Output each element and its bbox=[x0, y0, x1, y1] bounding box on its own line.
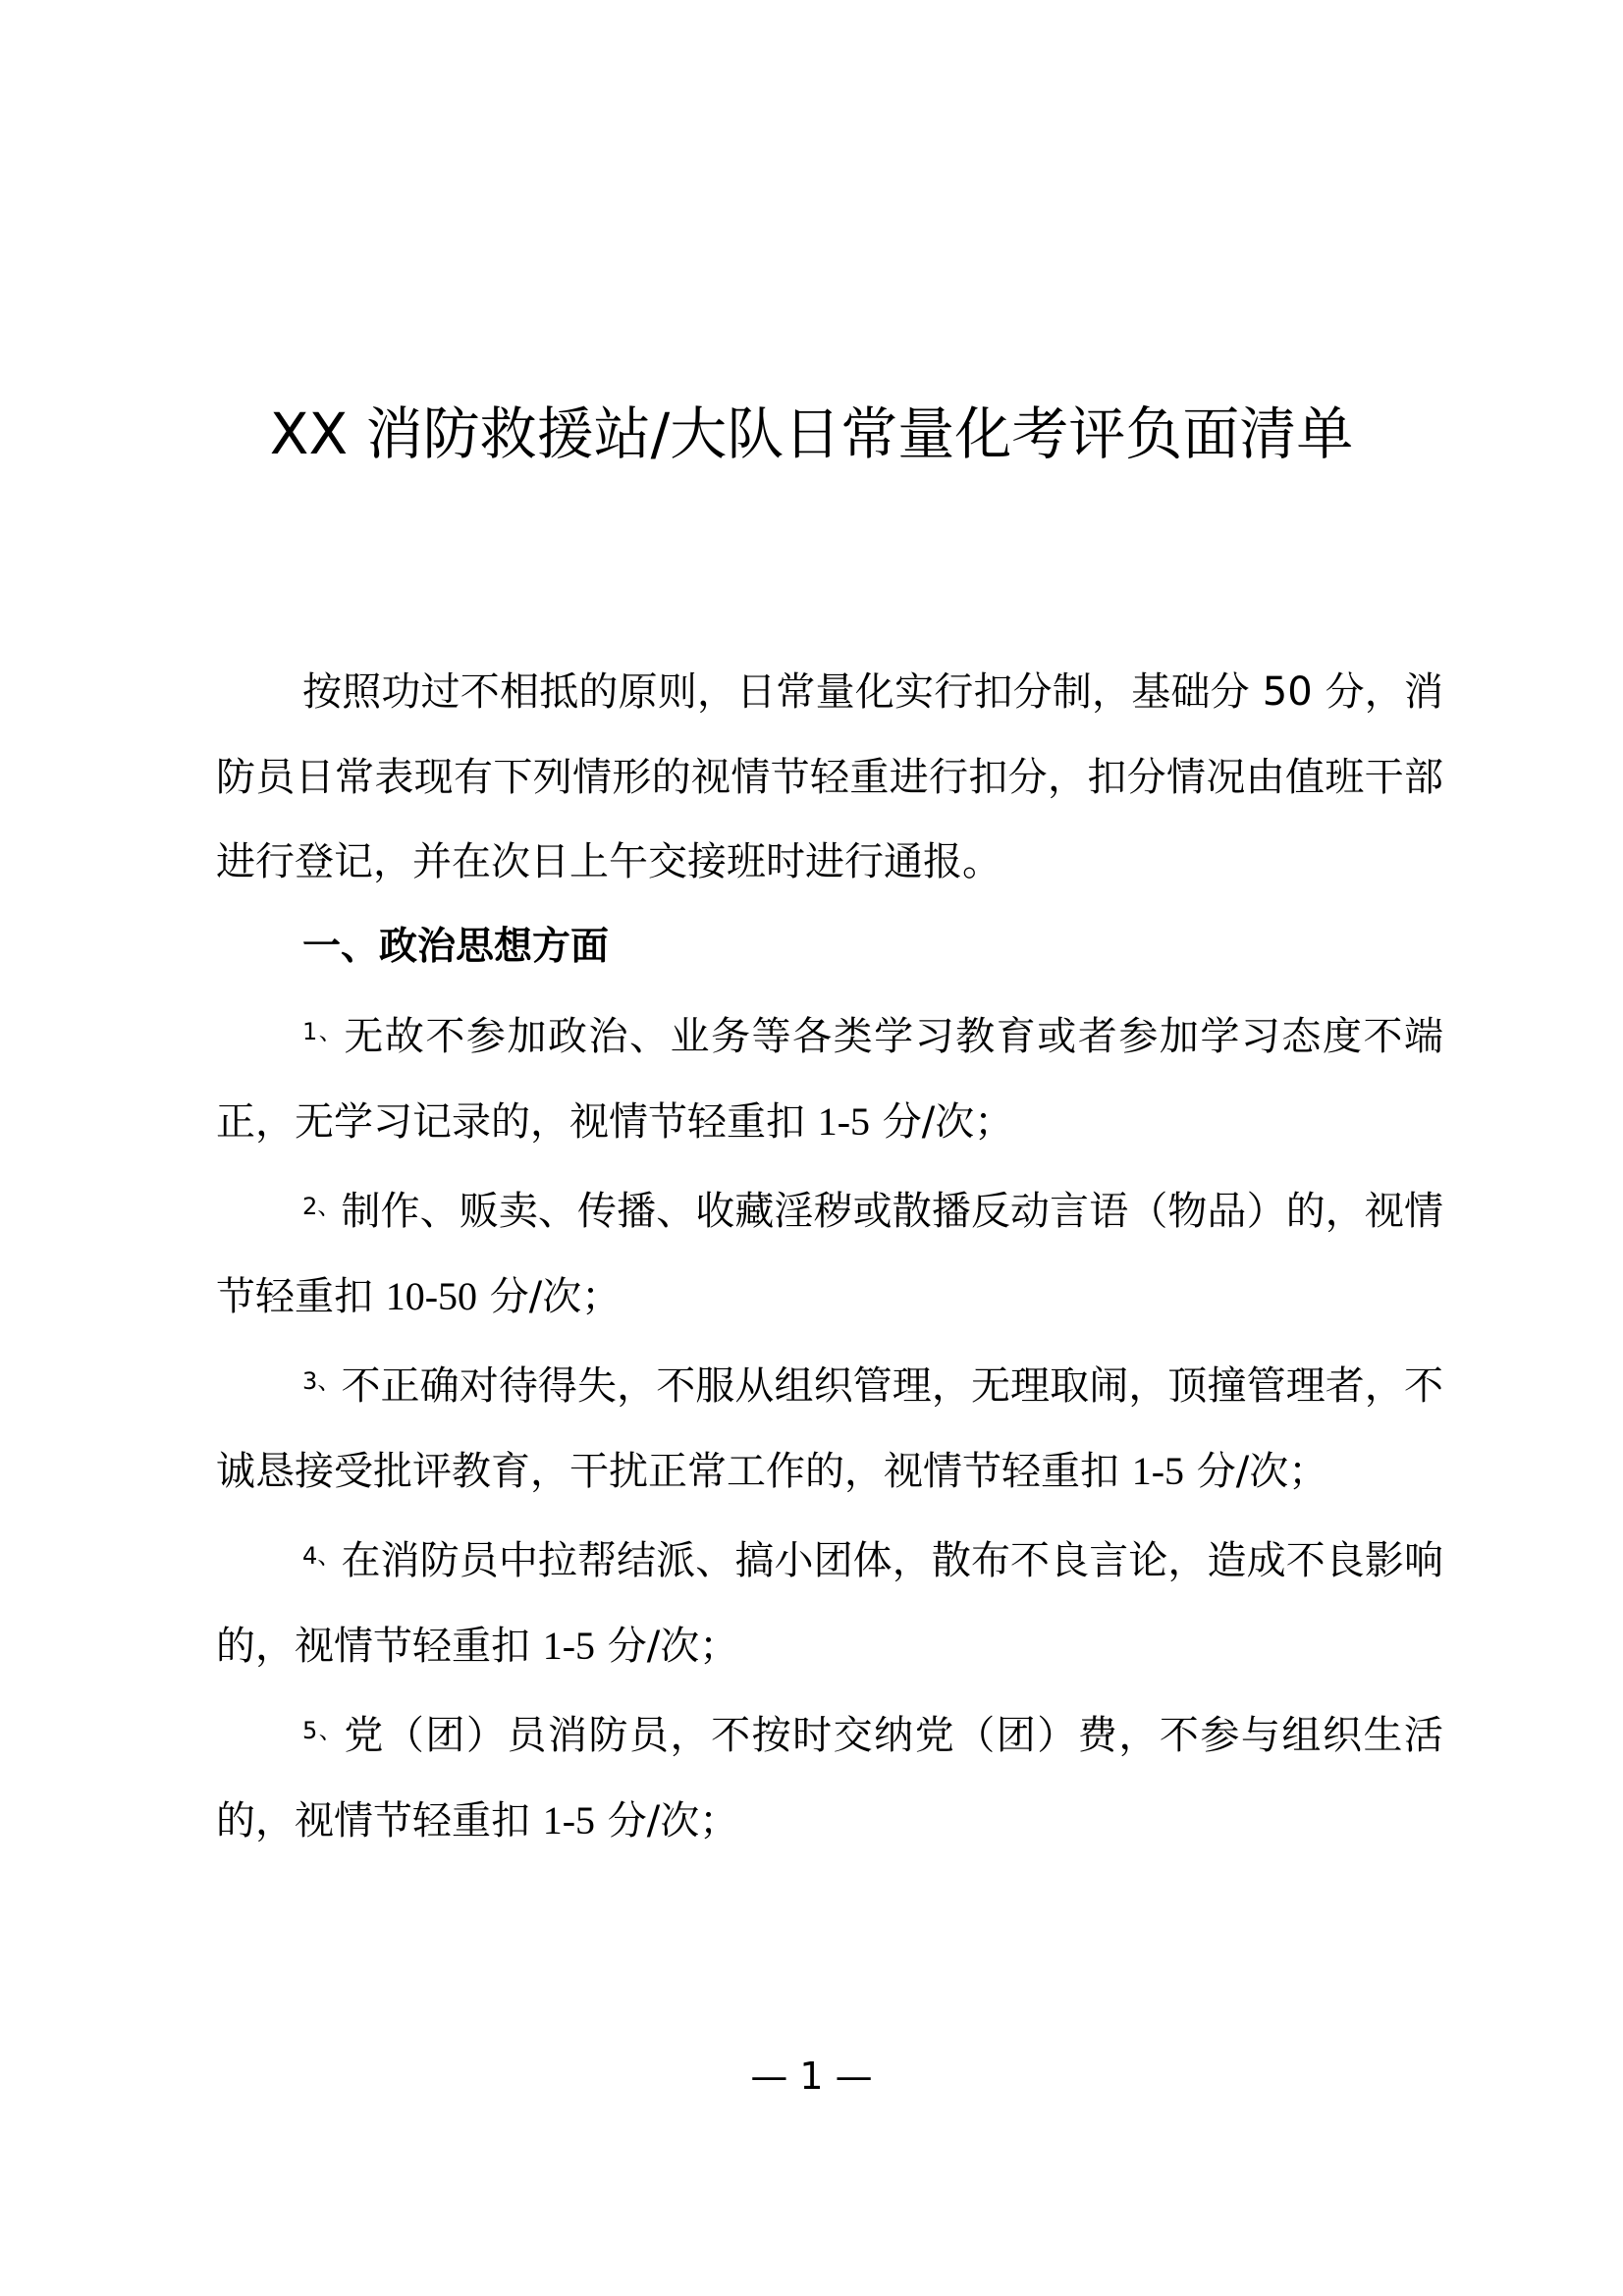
item-number: 4 bbox=[302, 1542, 318, 1570]
page-number: — 1 — bbox=[750, 2055, 873, 2098]
item-text: 在消防员中拉帮结派、搞小团体，散布不良言论，造成不良影响的， bbox=[216, 1538, 1443, 1669]
penalty-suffix: 分/次； bbox=[1196, 1448, 1328, 1494]
list-item bbox=[216, 989, 1443, 1164]
penalty-value: 1-5 bbox=[542, 1797, 596, 1842]
item-number: 2 bbox=[302, 1193, 318, 1220]
item-text: 党（团）员消防员，不按时交纳党（团）费，不参与组织生活的， bbox=[216, 1713, 1444, 1843]
intro-paragraph: 按照功过不相抵的原则，日常量化实行扣分制，基础分 50 分，消防员日常表现有下列情形的视情节轻重进行扣分，扣分情况由值班干部进行登记，并在次日上午交接班时进行通报。 bbox=[216, 669, 1443, 884]
penalty-prefix: 视情节轻重扣 bbox=[295, 1623, 530, 1669]
item-number: 5 bbox=[302, 1717, 318, 1744]
item-text: 制作、贩卖、传播、收藏淫秽或散播反动言语（物品）的， bbox=[341, 1189, 1365, 1234]
item-separator: 、 bbox=[317, 1193, 342, 1220]
penalty-prefix: 视情节轻重扣 bbox=[884, 1448, 1119, 1494]
document-title: XX 消防救援站/大队日常量化考评负面清单 bbox=[269, 400, 1354, 467]
section-heading: 一、政治思想方面 bbox=[302, 924, 610, 969]
penalty-suffix: 分/次； bbox=[489, 1273, 622, 1319]
list-item bbox=[216, 1164, 1443, 1339]
item-number: 3 bbox=[302, 1367, 318, 1395]
penalty-suffix: 分/次； bbox=[607, 1797, 739, 1843]
penalty-value: 1-5 bbox=[817, 1098, 871, 1144]
penalty-suffix: 分/次； bbox=[882, 1098, 1014, 1145]
document-body bbox=[216, 650, 1443, 1863]
penalty-prefix: 视情节轻重扣 bbox=[216, 1189, 1443, 1319]
item-text: 无故不参加政治、业务等各类学习教育或者参加学习态度不端正，无学习记录的， bbox=[216, 1014, 1444, 1145]
penalty-prefix: 视情节轻重扣 bbox=[569, 1098, 805, 1145]
penalty-prefix: 视情节轻重扣 bbox=[295, 1797, 530, 1843]
penalty-value: 10-50 bbox=[385, 1273, 478, 1318]
item-separator: 、 bbox=[317, 1367, 342, 1395]
item-number: 1 bbox=[302, 1018, 318, 1045]
penalty-value: 1-5 bbox=[1131, 1448, 1185, 1493]
item-separator: 、 bbox=[317, 1542, 342, 1570]
penalty-value: 1-5 bbox=[542, 1623, 596, 1668]
list-item bbox=[216, 1688, 1443, 1863]
list-item bbox=[216, 1339, 1443, 1514]
item-text: 不正确对待得失，不服从组织管理，无理取闹，顶撞管理者，不诚恳接受批评教育，干扰正常工作的， bbox=[216, 1363, 1443, 1494]
item-separator: 、 bbox=[317, 1717, 345, 1744]
item-separator: 、 bbox=[317, 1018, 345, 1045]
list-item bbox=[216, 1514, 1443, 1688]
penalty-suffix: 分/次； bbox=[607, 1623, 739, 1669]
